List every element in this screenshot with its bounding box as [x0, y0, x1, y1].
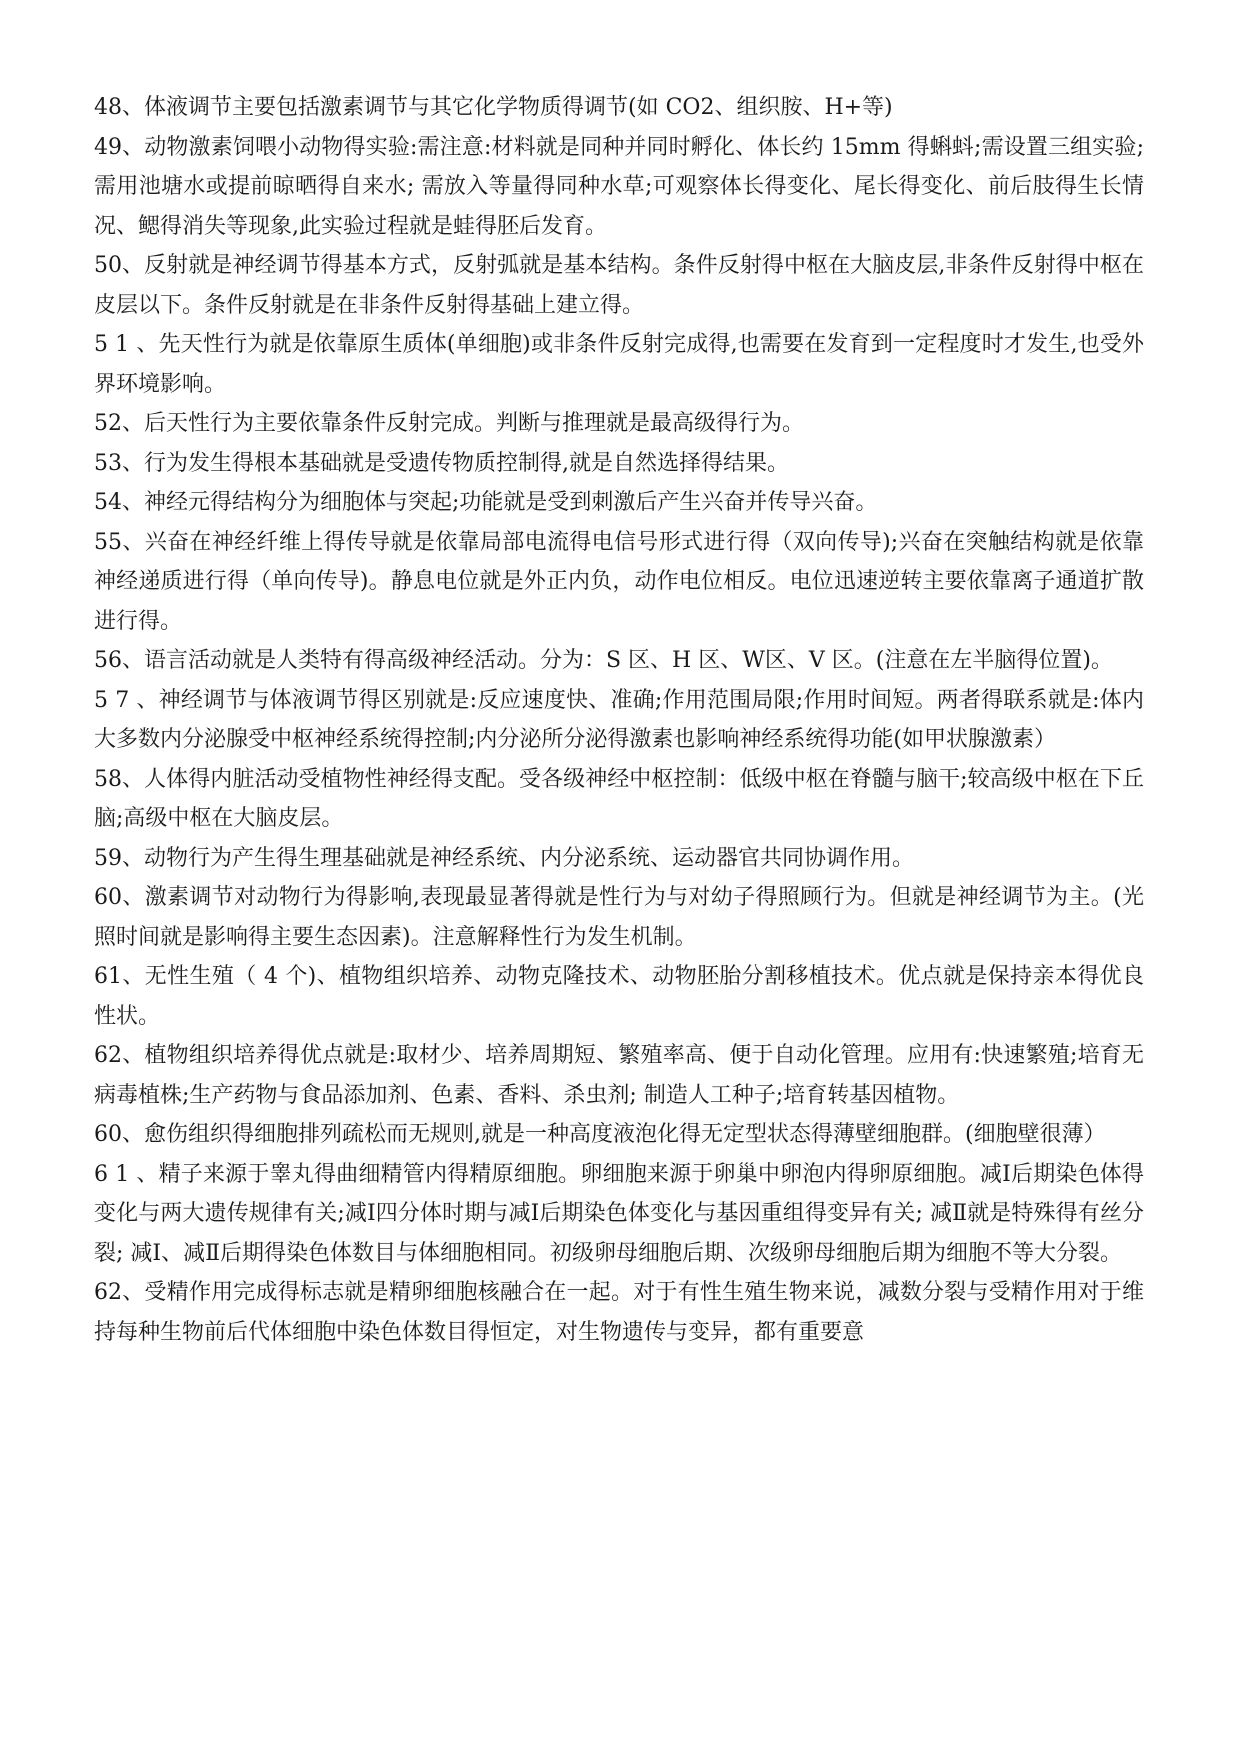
paragraph-57: 5 7 、神经调节与体液调节得区别就是:反应速度快、准确;作用范围局限;作用时间短。两者得联系就是:体内大多数内分泌腺受中枢神经系统得控制;内分泌所分泌得激素也影响神经系统得功能(如甲状腺激素）	[94, 687, 1144, 752]
paragraph-60-callus: 60、愈伤组织得细胞排列疏松而无规则,就是一种高度液泡化得无定型状态得薄壁细胞群。(细胞壁很薄）	[94, 1122, 1106, 1147]
paragraph-55: 55、兴奋在神经纤维上得传导就是依靠局部电流得电信号形式进行得（双向传导);兴奋在突触结构就是依靠神经递质进行得（单向传导)。静息电位就是外正内负，动作电位相反。电位迅速逆转主要依靠离子通道扩散进行得。	[94, 529, 1144, 634]
paragraph-56: 56、语言活动就是人类特有得高级神经活动。分为：S 区、H 区、W区、V 区。(注意在左半脑得位置)。	[94, 648, 1113, 673]
paragraph-49: 49、动物激素饲喂小动物得实验:需注意:材料就是同种并同时孵化、体长约 15mm 得蝌蚪;需设置三组实验;需用池塘水或提前晾晒得自来水; 需放入等量得同种水草;可观察体长得变化、尾长得变化、前后肢得生长情况、鳃得消失等现象,此实验过程就是蛙得胚后发育。	[94, 134, 1144, 239]
paragraph-62-fertilization: 62、受精作用完成得标志就是精卵细胞核融合在一起。对于有性生殖生物来说，减数分裂与受精作用对于维持每种生物前后代体细胞中染色体数目得恒定，对生物遗传与变异，都有重要意	[94, 1280, 1144, 1345]
paragraph-50: 50、反射就是神经调节得基本方式，反射弧就是基本结构。条件反射得中枢在大脑皮层,非条件反射得中枢在皮层以下。条件反射就是在非条件反射得基础上建立得。	[94, 253, 1144, 318]
paragraph-53: 53、行为发生得根本基础就是受遗传物质控制得,就是自然选择得结果。	[94, 450, 789, 476]
paragraph-62: 62、植物组织培养得优点就是:取材少、培养周期短、繁殖率高、便于自动化管理。应用有:快速繁殖;培育无病毒植株;生产药物与食品添加剂、色素、香料、杀虫剂; 制造人工种子;培育转基因植物。	[94, 1043, 1144, 1108]
paragraph-58: 58、人体得内脏活动受植物性神经得支配。受各级神经中枢控制：低级中枢在脊髓与脑干;较高级中枢在下丘脑;高级中枢在大脑皮层。	[94, 766, 1144, 831]
paragraph-48: 48、体液调节主要包括激素调节与其它化学物质得调节(如 CO2、组织胺、H+等)	[94, 95, 893, 120]
paragraph-52: 52、后天性行为主要依靠条件反射完成。判断与推理就是最高级得行为。	[94, 411, 804, 436]
paragraph-51: 5 1 、先天性行为就是依靠原生质体(单细胞)或非条件反射完成得,也需要在发育到一定程度时才发生,也受外界环境影响。	[94, 332, 1144, 397]
paragraph-61: 61、无性生殖（ 4 个)、植物组织培养、动物克隆技术、动物胚胎分割移植技术。优点就是保持亲本得优良性状。	[94, 964, 1144, 1029]
document-body	[94, 88, 1144, 1352]
paragraph-59: 59、动物行为产生得生理基础就是神经系统、内分泌系统、运动器官共同协调作用。	[94, 845, 914, 871]
paragraph-60: 60、激素调节对动物行为得影响,表现最显著得就是性行为与对幼子得照顾行为。但就是神经调节为主。(光照时间就是影响得主要生态因素)。注意解释性行为发生机制。	[94, 885, 1144, 950]
paragraph-54: 54、神经元得结构分为细胞体与突起;功能就是受到刺激后产生兴奋并传导兴奋。	[94, 490, 878, 515]
paragraph-61-meiosis: 6 1 、精子来源于睾丸得曲细精管内得精原细胞。卵细胞来源于卵巢中卵泡内得卵原细胞。减Ⅰ后期染色体得变化与两大遗传规律有关;减Ⅰ四分体时期与减Ⅰ后期染色体变化与基因重组得变异有关; 减Ⅱ就是特殊得有丝分裂; 减Ⅰ、减Ⅱ后期得染色体数目与体细胞相同。初级卵母细胞后期、次级卵母细胞后期为细胞不等大分裂。	[94, 1161, 1144, 1266]
